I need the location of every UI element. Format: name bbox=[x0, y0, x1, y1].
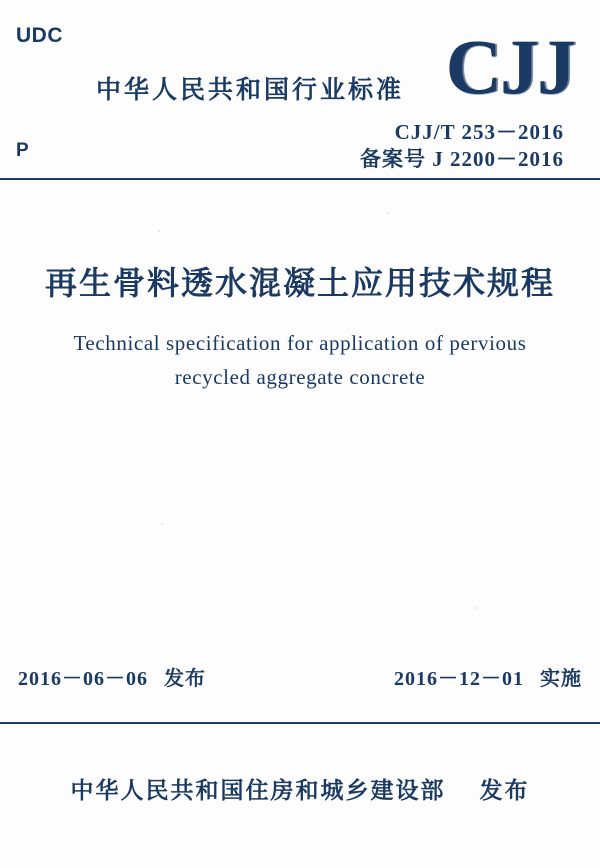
english-title-line-1: Technical specification for application of pervious bbox=[73, 331, 527, 355]
issue-label: 发布 bbox=[164, 668, 206, 690]
date-row bbox=[0, 662, 600, 691]
standard-code: CJJ/T 253－2016 bbox=[394, 120, 564, 144]
effective-date: 2016－12－01 bbox=[394, 668, 524, 690]
page-title: 再生骨料透水混凝土应用技术规程 bbox=[44, 265, 555, 301]
divider-top bbox=[0, 178, 600, 180]
paper-speck bbox=[474, 607, 476, 609]
effective-date-group bbox=[394, 662, 582, 691]
paper-speck bbox=[387, 212, 389, 214]
cjj-logo: CJJ bbox=[445, 23, 574, 110]
issue-date: 2016－06－06 bbox=[18, 668, 148, 690]
standard-series-title: 中华人民共和国行业标准 bbox=[96, 77, 405, 104]
classification-mark: P bbox=[16, 140, 29, 161]
publisher-row bbox=[0, 772, 600, 805]
record-number: 备案号 J 2200－2016 bbox=[360, 147, 564, 171]
publisher-action: 发布 bbox=[479, 778, 530, 803]
english-title bbox=[0, 326, 600, 394]
paper-speck bbox=[158, 230, 160, 232]
udc-label: UDC bbox=[16, 24, 63, 47]
paper-speck bbox=[161, 523, 163, 525]
english-title-line-2: recycled aggregate concrete bbox=[174, 365, 426, 389]
publisher-name: 中华人民共和国住房和城乡建设部 bbox=[70, 778, 446, 803]
effective-label: 实施 bbox=[540, 668, 582, 690]
issue-date-group bbox=[18, 662, 206, 691]
divider-bottom bbox=[0, 722, 600, 724]
